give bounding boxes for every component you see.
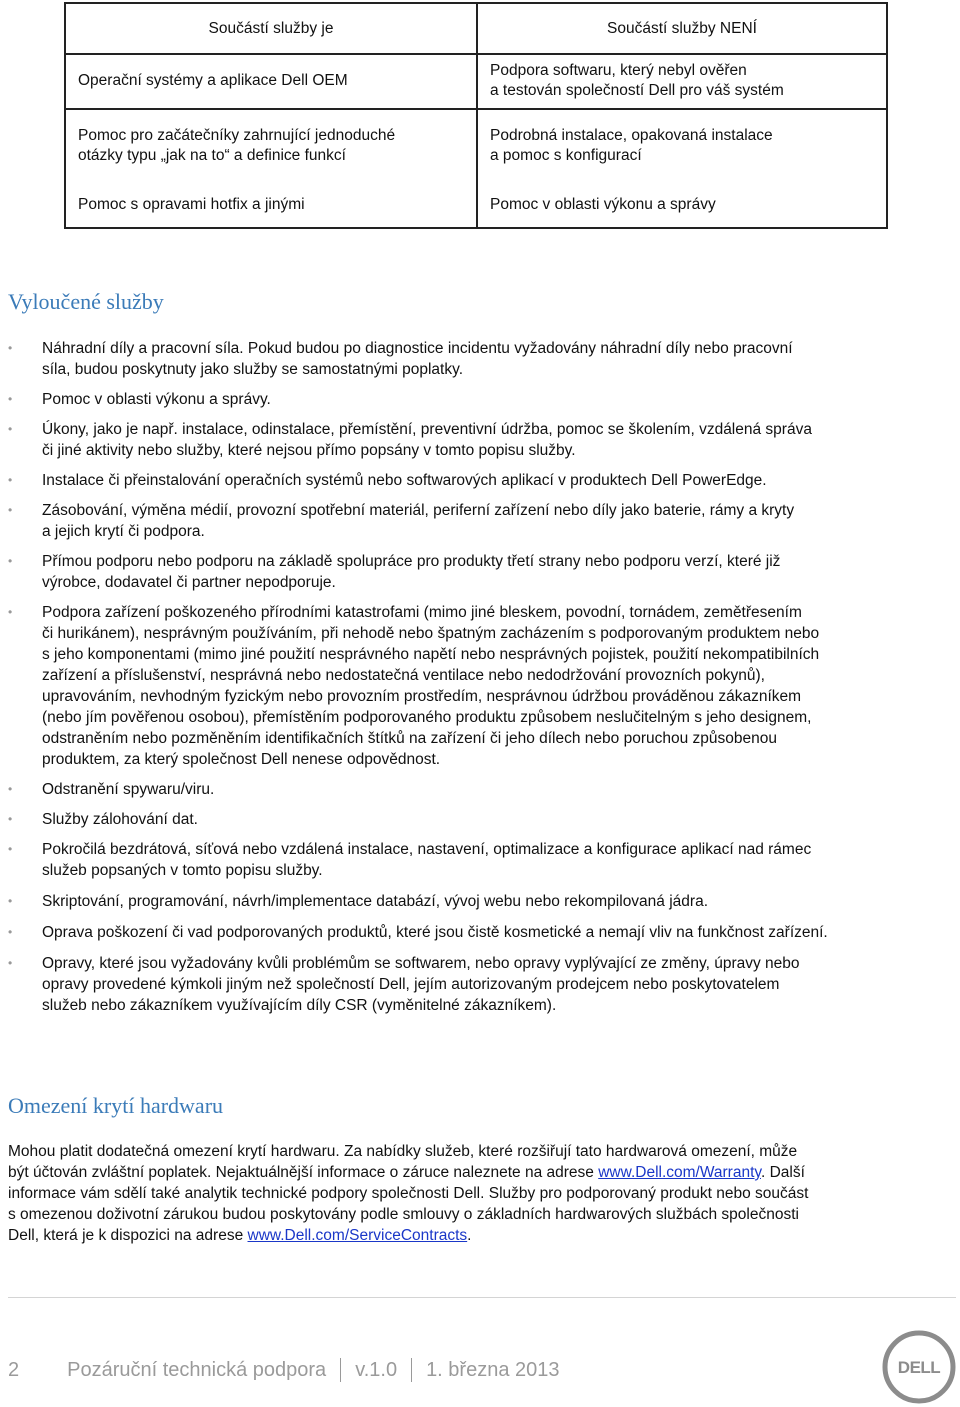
paragraph-line: Dell, která je k dispozici na adrese xyxy=(8,1227,248,1244)
excluded-item xyxy=(0,551,950,593)
excluded-item xyxy=(0,779,950,800)
footer-divider xyxy=(8,1297,956,1298)
excluded-item xyxy=(0,338,950,380)
excluded-item-line: odstraněním nebo pozměněním identifikačních štítků na zařízení či jeho dílech nebo poruchou způsobenou xyxy=(42,730,777,747)
excluded-item-line: (nebo jím pověřenou osobou), přemístěním podporovaného produktu způsobem neslučitelným s jeho designem, xyxy=(42,709,812,726)
excluded-item xyxy=(0,891,950,912)
cell-line: Pomoc v oblasti výkonu a správy xyxy=(490,195,716,213)
cell-line: Podpora softwaru, který nebyl ověřen xyxy=(490,62,747,80)
excluded-item-line: zařízení a příslušenství, nesprávná nebo nedostatečná ventilace nebo nedodržování provozních pokynů), xyxy=(42,667,765,684)
excluded-item-line: Zásobování, výměna médií, provozní spotřební materiál, periferní zařízení nebo díly jako baterie, rámy a kryty xyxy=(42,502,795,519)
cell-line: a testován společností Dell pro váš systém xyxy=(490,82,784,100)
excluded-services-heading: Vyloučené služby xyxy=(8,289,164,314)
excluded-item-line: síla, budou poskytnuty jako služby se samostatnými poplatky. xyxy=(42,361,464,378)
excluded-item-line: Instalace či přeinstalování operačních systémů nebo softwarových aplikací v produktech Dell PowerEdge. xyxy=(42,472,767,489)
dell-logo xyxy=(882,1330,956,1404)
bullet-icon: • xyxy=(8,554,13,568)
excluded-item xyxy=(0,419,950,461)
excluded-item-line: či jiné aktivity nebo služby, které nejsou přímo popsány v tomto popisu služby. xyxy=(42,442,576,459)
document-title: Pozáruční technická podpora xyxy=(67,1358,327,1381)
bullet-icon: • xyxy=(8,422,13,436)
bullet-icon: • xyxy=(8,894,13,908)
document-version: v.1.0 xyxy=(355,1358,398,1381)
bullet-icon: • xyxy=(8,956,13,970)
excluded-item-line: upravováním, nevhodným fyzickým nebo provozním prostředím, nesprávnou údržbou prováděnou zákazníkem xyxy=(42,688,802,705)
table-cell-not-included xyxy=(477,109,887,183)
cell-line: otázky typu „jak na to“ a definice funkcí xyxy=(78,146,346,164)
excluded-item-line: Služby zálohování dat. xyxy=(42,811,198,828)
bullet-icon: • xyxy=(8,605,13,619)
excluded-item-line: či hurikánem), nesprávným používáním, při nehodě nebo špatným zacházením s podporovaným produktem nebo xyxy=(42,625,820,642)
cell-line: Podrobná instalace, opakovaná instalace xyxy=(490,126,773,144)
hardware-limits-paragraph xyxy=(8,1141,948,1246)
table-row xyxy=(65,54,887,108)
service-contracts-link[interactable]: www.Dell.com/ServiceContracts xyxy=(247,1227,468,1244)
dell-logo-text: DELL xyxy=(897,1358,941,1377)
excluded-item-line: Pomoc v oblasti výkonu a správy. xyxy=(42,391,271,408)
table-header-row xyxy=(65,3,887,54)
excluded-item-line: Pokročilá bezdrátová, síťová nebo vzdálená instalace, nastavení, optimalizace a konfigurace aplikací nad rámec xyxy=(42,841,812,858)
excluded-item xyxy=(0,839,950,881)
table-cell-included xyxy=(65,54,477,108)
cell-line: a pomoc s konfigurací xyxy=(490,146,642,164)
page-number: 2 xyxy=(8,1358,20,1381)
excluded-item xyxy=(0,809,950,830)
excluded-item xyxy=(0,500,950,542)
bullet-icon: • xyxy=(8,392,13,406)
paragraph-line: informace vám sdělí také analytik technické podpory společnosti Dell. Služby pro podporovaný produkt nebo součást xyxy=(8,1185,809,1202)
bullet-icon: • xyxy=(8,473,13,487)
footer-separator xyxy=(411,1358,412,1382)
bullet-icon: • xyxy=(8,842,13,856)
paragraph-line: . xyxy=(467,1227,472,1244)
excluded-item-line: Oprava poškození či vad podporovaných produktů, které jsou čistě kosmetické a nemají vliv na funkčnost zařízení. xyxy=(42,924,828,941)
excluded-item-line: Opravy, které jsou vyžadovány kvůli problémům se softwarem, nebo opravy vyplývající ze změny, úpravy nebo xyxy=(42,955,800,972)
footer-separator xyxy=(340,1358,341,1382)
table-row xyxy=(65,182,887,228)
table-row xyxy=(65,109,887,183)
excluded-item xyxy=(0,389,950,410)
bullet-icon: • xyxy=(8,782,13,796)
excluded-item xyxy=(0,953,950,1016)
paragraph-line: . Další xyxy=(761,1164,805,1181)
bullet-icon: • xyxy=(8,925,13,939)
table-cell-included xyxy=(65,182,477,228)
paragraph-line: být účtován zvláštní poplatek. Nejaktuálnější informace o záruce naleznete na adrese xyxy=(8,1164,599,1181)
excluded-services-list xyxy=(0,338,950,1016)
excluded-item-line: služeb popsaných v tomto popisu služby. xyxy=(42,862,323,879)
excluded-item xyxy=(0,470,950,491)
table-cell-not-included xyxy=(477,182,887,228)
table-cell-not-included xyxy=(477,54,887,108)
excluded-item-line: Skriptování, programování, návrh/implementace databází, vývoj webu nebo rekompilovaná jádra. xyxy=(42,893,709,910)
table-cell-included xyxy=(65,109,477,183)
excluded-item-line: Přímou podporu nebo podporu na základě spolupráce pro produkty třetí strany nebo podporu verzí, které již xyxy=(42,553,781,570)
bullet-icon: • xyxy=(8,503,13,517)
paragraph-line: Mohou platit dodatečná omezení krytí hardwaru. Za nabídky služeb, které rozšiřují tato hardwarová omezení, může xyxy=(8,1143,798,1160)
cell-line: Operační systémy a aplikace Dell OEM xyxy=(78,72,348,90)
excluded-item xyxy=(0,922,950,943)
excluded-item-line: Úkony, jako je např. instalace, odinstalace, přemístění, preventivní údržba, pomoc se školením, vzdálená správa xyxy=(42,421,812,438)
warranty-link[interactable]: www.Dell.com/Warranty xyxy=(598,1164,761,1181)
excluded-item xyxy=(0,602,950,770)
excluded-item-line: výrobce, dodavatel či partner nepodporuje. xyxy=(42,574,336,591)
excluded-item-line: Náhradní díly a pracovní síla. Pokud budou po diagnostice incidentu vyžadovány náhradní díly nebo pracovní xyxy=(42,340,793,357)
excluded-item-line: s jeho komponentami (mimo jiné použití nesprávného napětí nebo nesprávných pojistek, použití nekompatibilních xyxy=(42,646,820,663)
hardware-limits-heading: Omezení krytí hardwaru xyxy=(8,1093,224,1118)
cell-line: Pomoc s opravami hotfix a jinými xyxy=(78,195,305,213)
document-date: 1. března 2013 xyxy=(426,1358,560,1381)
excluded-item-line: Podpora zařízení poškozeného přírodními katastrofami (mimo jiné bleskem, povodní, tornádem, zemětřesením xyxy=(42,604,802,621)
header-not-included: Součástí služby NENÍ xyxy=(477,3,887,54)
excluded-item-line: Odstranění spywaru/viru. xyxy=(42,781,215,798)
excluded-item-line: služeb nebo zákazníkem využívajícím díly CSR (vyměnitelné zákazníkem). xyxy=(42,997,557,1014)
service-scope-table xyxy=(64,2,888,229)
excluded-item-line: opravy provedené kýmkoli jiným než společností Dell, jejím autorizovaným prodejcem nebo poskytovatelem xyxy=(42,976,780,993)
header-included: Součástí služby je xyxy=(65,3,477,54)
paragraph-line: s omezenou doživotní zárukou budou poskytovány podle smlouvy o základních hardwarových službách společnosti xyxy=(8,1206,799,1223)
cell-line: Pomoc pro začátečníky zahrnující jednoduché xyxy=(78,126,396,144)
excluded-item-line: a jejich krytí či podpora. xyxy=(42,523,205,540)
excluded-item-line: produktem, za který společnost Dell nenese odpovědnost. xyxy=(42,751,441,768)
bullet-icon: • xyxy=(8,812,13,826)
bullet-icon: • xyxy=(8,341,13,355)
page-footer xyxy=(8,1358,560,1382)
